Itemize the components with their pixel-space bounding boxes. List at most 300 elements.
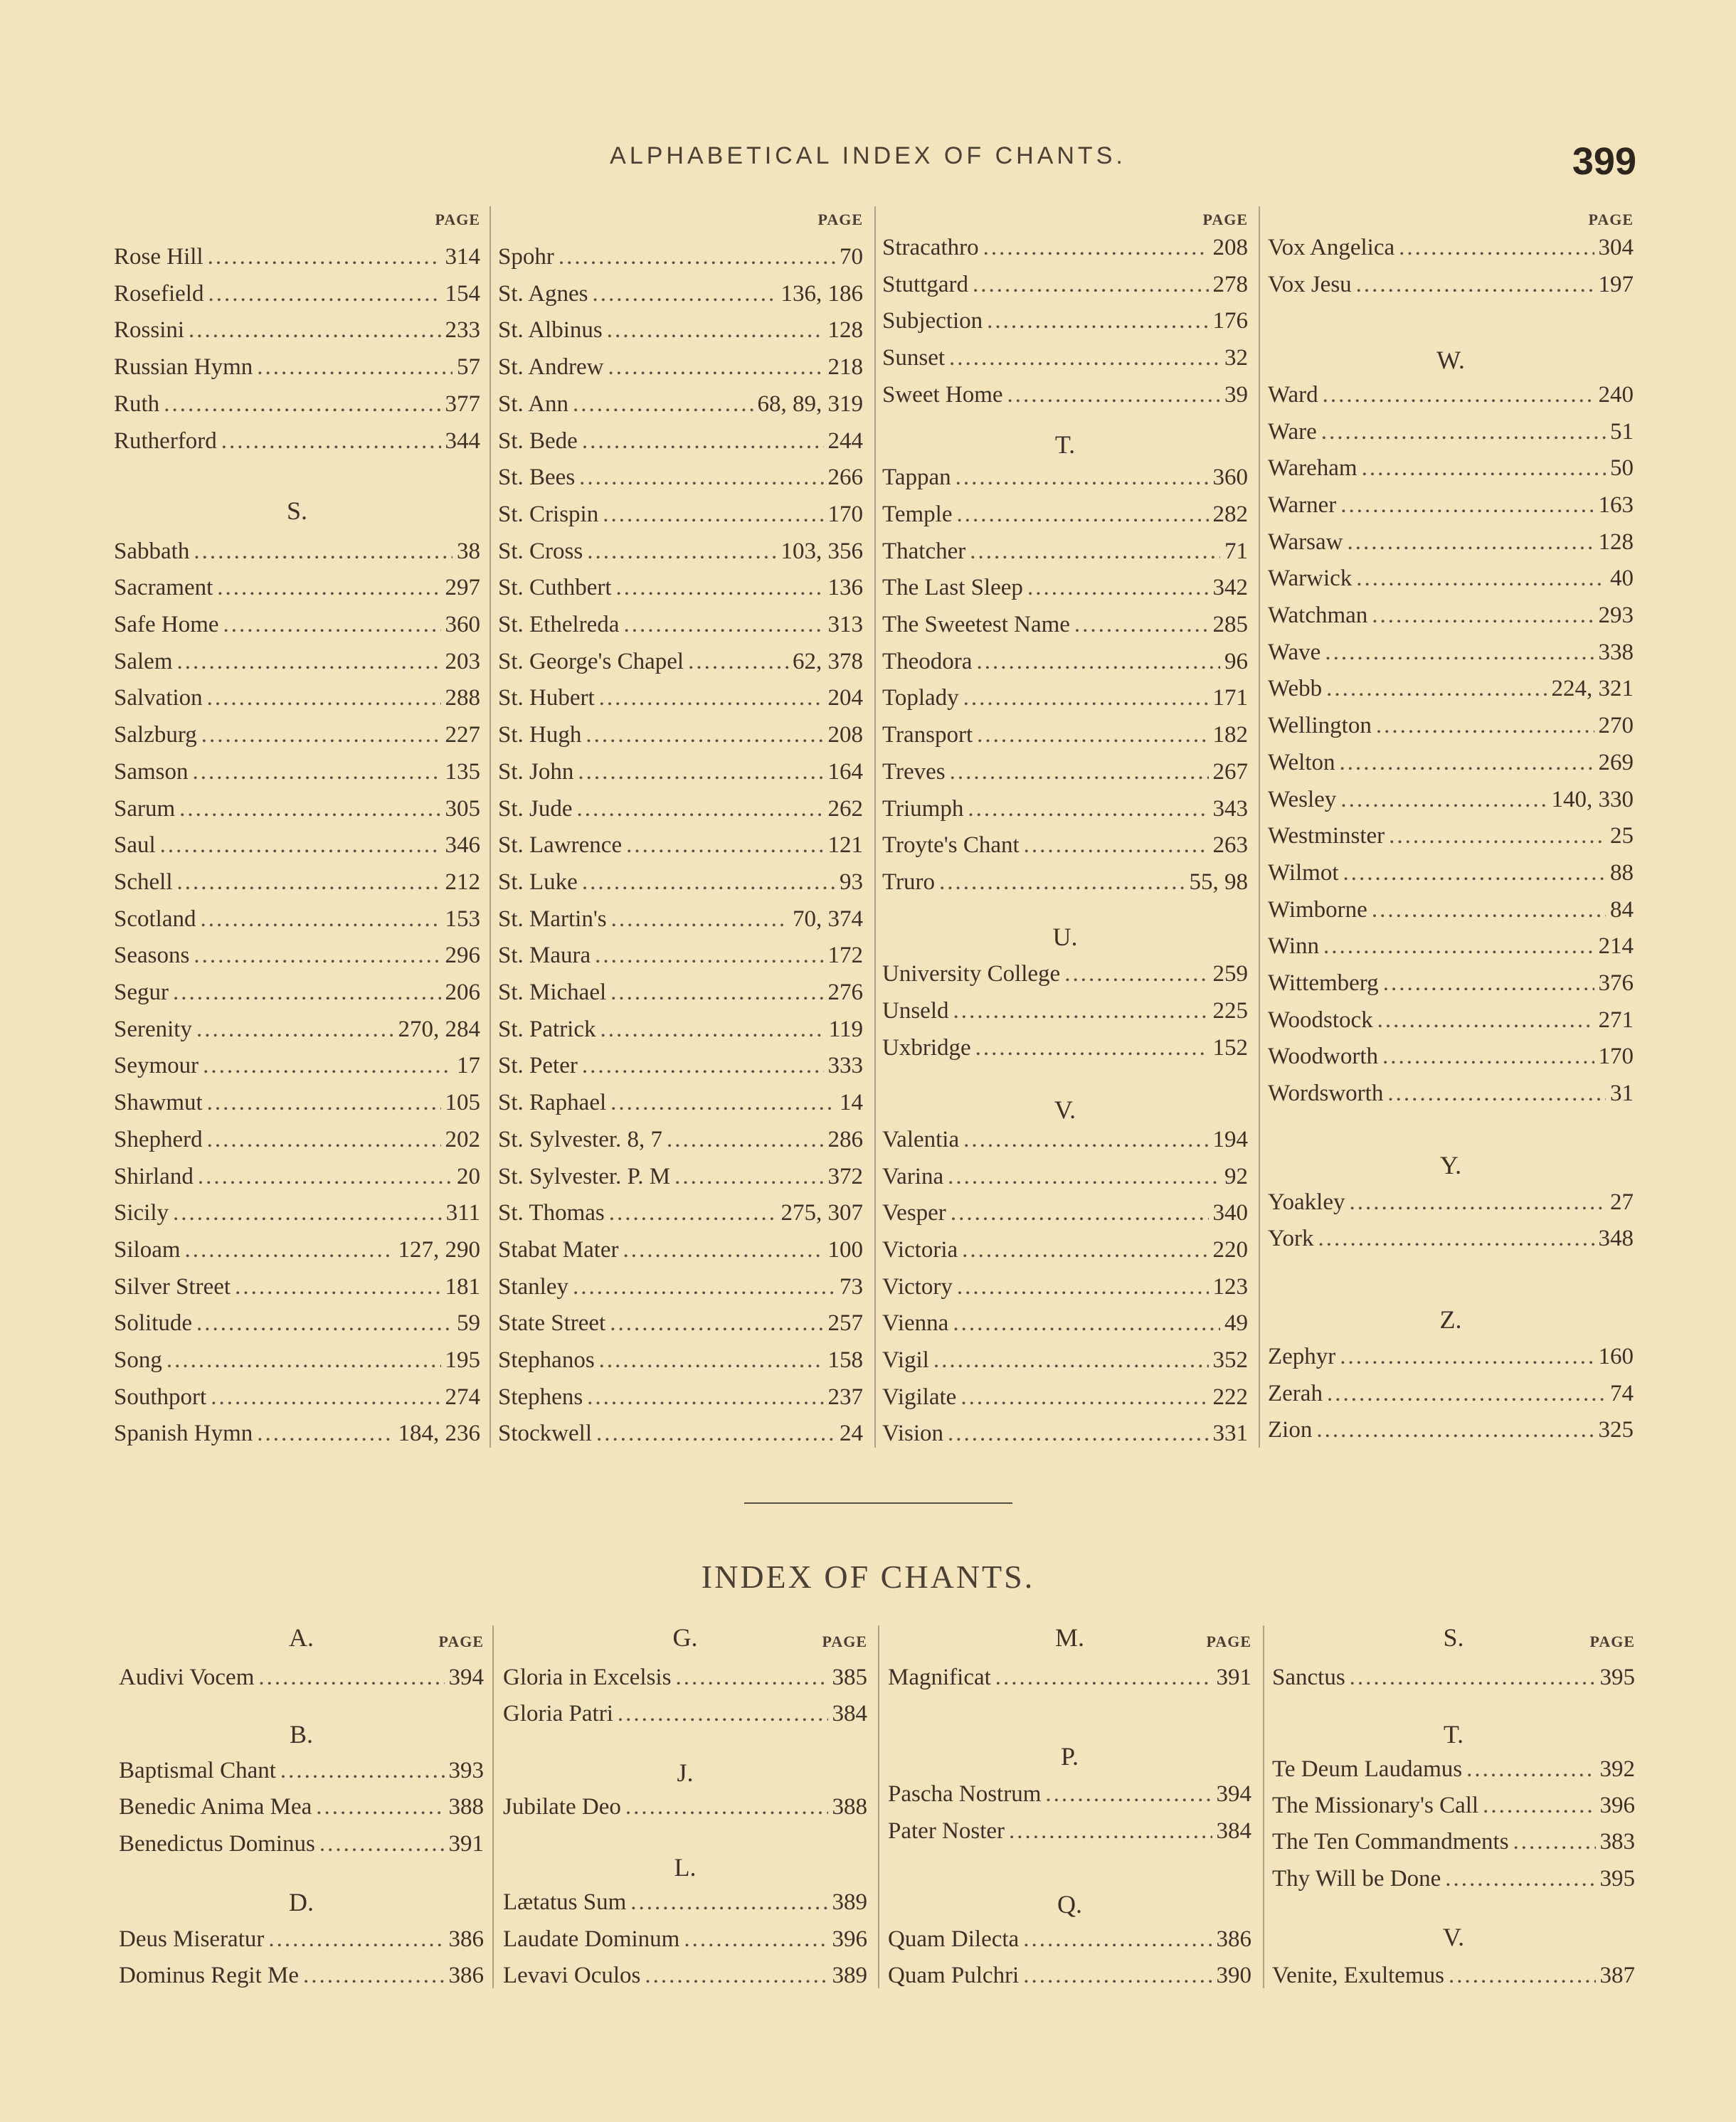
entry-page: 386: [448, 1926, 484, 1952]
entry-name: Salvation: [114, 685, 203, 711]
entry-page: 164: [827, 758, 863, 785]
entry-page: 152: [1212, 1034, 1248, 1061]
entry-page: 259: [1212, 961, 1248, 987]
entry-page: 170: [827, 501, 863, 527]
entry-name: Vox Angelica: [1268, 235, 1395, 261]
column-header: [119, 1620, 484, 1655]
entry-name: Treves: [882, 758, 946, 785]
entry-name: Sabbath: [114, 538, 190, 564]
dot-leader: [1449, 1958, 1596, 1993]
entry-page: 17: [457, 1053, 480, 1079]
entry-name: Solitude: [114, 1310, 193, 1337]
entry-name: Ward: [1268, 381, 1318, 408]
index-entry: [503, 1660, 867, 1695]
entry-name: Stockwell: [498, 1421, 592, 1447]
entry-page: 388: [448, 1794, 484, 1820]
entry-name: Samson: [114, 758, 189, 785]
entry-name: Wellington: [1268, 713, 1372, 739]
entry-name: St. Ethelreda: [498, 612, 620, 637]
entry-name: Warner: [1268, 492, 1337, 518]
entry-name: Gloria in Excelsis: [503, 1665, 672, 1690]
entry-name: Venite, Exultemus: [1272, 1962, 1444, 1988]
entry-page: 96: [1224, 648, 1248, 674]
entry-page: 387: [1599, 1962, 1635, 1988]
entry-page: 396: [832, 1926, 867, 1952]
entry-page: 88: [1610, 859, 1634, 886]
dot-leader: [1445, 1861, 1595, 1896]
letter-heading: V.: [1442, 1922, 1465, 1951]
entry-name: Wordsworth: [1268, 1081, 1384, 1107]
index-entry: [503, 1921, 867, 1957]
column-divider: [1263, 1625, 1264, 1988]
dot-leader: [268, 1921, 444, 1957]
entry-page: 396: [1599, 1792, 1635, 1818]
entry-page: 208: [827, 722, 863, 748]
column-divider: [492, 1625, 494, 1988]
entry-name: Stephens: [498, 1384, 583, 1410]
index-entry: [119, 1826, 484, 1862]
entry-name: St. Peter: [498, 1053, 578, 1079]
entry-name: Serenity: [114, 1016, 192, 1042]
entry-page: 208: [1212, 235, 1248, 261]
entry-page: 331: [1212, 1421, 1248, 1447]
entry-page: 346: [445, 832, 480, 859]
entry-page: 386: [1216, 1926, 1251, 1952]
dot-leader: [675, 1660, 827, 1695]
entry-page: 395: [1599, 1665, 1635, 1690]
entry-name: Truro: [882, 869, 935, 895]
dot-leader: [1045, 1776, 1212, 1812]
entry-name: Warwick: [1268, 566, 1353, 592]
chant-column: [503, 0, 867, 2122]
entry-name: Rutherford: [114, 428, 217, 454]
entry-name: Song: [114, 1347, 162, 1373]
entry-name: Safe Home: [114, 612, 219, 637]
entry-name: St. Raphael: [498, 1090, 607, 1116]
index-entry: [503, 1696, 867, 1731]
entry-page: 227: [445, 722, 480, 748]
dot-leader: [995, 1660, 1212, 1695]
entry-page: 140, 330: [1551, 786, 1634, 812]
entry-page: 240: [1598, 381, 1634, 408]
entry-name: Vigil: [882, 1347, 929, 1373]
entry-page: 275, 307: [780, 1200, 863, 1226]
entry-name: Yoakley: [1268, 1189, 1345, 1215]
column-header: [503, 1620, 867, 1655]
entry-page: 348: [1598, 1226, 1634, 1252]
entry-name: Wesley: [1268, 786, 1337, 812]
entry-page: 24: [840, 1421, 863, 1447]
entry-name: Sweet Home: [882, 381, 1003, 408]
column-divider: [874, 206, 876, 1448]
entry-page: 74: [1610, 1380, 1634, 1406]
entry-page: 136, 186: [780, 280, 863, 307]
entry-page: 50: [1610, 455, 1634, 482]
entry-name: Shirland: [114, 1163, 194, 1189]
entry-page: 172: [827, 943, 863, 969]
entry-page: 286: [827, 1126, 863, 1152]
entry-page: 71: [1224, 538, 1248, 564]
column-header: [1272, 1620, 1635, 1655]
entry-name: St. Thomas: [498, 1200, 605, 1226]
index-entry: [503, 1958, 867, 1993]
dot-leader: [280, 1753, 445, 1788]
entry-page: 395: [1599, 1865, 1635, 1892]
entry-page: 266: [827, 465, 863, 491]
dot-leader: [316, 1789, 444, 1825]
entry-name: Levavi Oculos: [503, 1962, 641, 1988]
entry-page: 344: [445, 428, 480, 454]
entry-page: 296: [445, 943, 480, 969]
entry-page: 388: [832, 1794, 867, 1820]
entry-page: 384: [1216, 1818, 1251, 1844]
entry-page: 288: [445, 685, 480, 711]
entry-page: 204: [827, 685, 863, 711]
entry-page: 340: [1212, 1200, 1248, 1226]
entry-name: Triumph: [882, 795, 964, 822]
index-entry: [119, 1958, 484, 1993]
entry-page: 57: [457, 354, 480, 381]
entry-name: Vesper: [882, 1200, 946, 1226]
entry-name: Woodworth: [1268, 1044, 1378, 1070]
entry-name: St. Hubert: [498, 685, 595, 711]
entry-name: Rosefield: [114, 280, 204, 307]
dot-leader: [1350, 1660, 1596, 1695]
index-entry: [888, 1921, 1251, 1957]
entry-page: 233: [445, 317, 480, 344]
entry-name: Salzburg: [114, 722, 197, 748]
entry-page: 128: [1598, 529, 1634, 555]
entry-page: 171: [1212, 685, 1248, 711]
entry-name: Sacrament: [114, 575, 213, 601]
entry-name: Stephanos: [498, 1347, 595, 1373]
entry-page: 389: [832, 1889, 867, 1916]
entry-page: 352: [1212, 1347, 1248, 1373]
entry-name: Wave: [1268, 639, 1321, 665]
entry-name: Shawmut: [114, 1090, 203, 1116]
entry-page: 305: [445, 795, 480, 822]
index-entry: [1272, 1861, 1635, 1896]
dot-leader: [1023, 1958, 1212, 1993]
entry-name: Baptismal Chant: [119, 1758, 276, 1784]
entry-name: Audivi Vocem: [119, 1665, 255, 1690]
dot-leader: [684, 1921, 827, 1957]
index-entry: [1272, 1824, 1635, 1860]
entry-name: Saul: [114, 832, 156, 859]
entry-page: 154: [445, 280, 480, 307]
letter-heading: P.: [1060, 1741, 1079, 1771]
running-title: ALPHABETICAL INDEX OF CHANTS.: [610, 142, 1126, 169]
entry-page: 51: [1610, 418, 1634, 445]
entry-name: Sanctus: [1272, 1665, 1345, 1690]
page-column-label: PAGE: [435, 211, 480, 228]
entry-name: Thatcher: [882, 538, 966, 564]
page-column-label: PAGE: [1588, 211, 1634, 228]
entry-name: Sunset: [882, 345, 946, 371]
entry-name: Warsaw: [1268, 529, 1343, 555]
entry-page: 121: [827, 832, 863, 859]
entry-page: 314: [445, 244, 480, 270]
index-entry: [1272, 1788, 1635, 1823]
entry-name: Sicily: [114, 1200, 169, 1226]
entry-page: 262: [827, 795, 863, 822]
letter-heading: Z.: [1439, 1305, 1462, 1335]
index-entry: [503, 1884, 867, 1920]
entry-name: St. Patrick: [498, 1016, 596, 1042]
entry-page: 392: [1599, 1756, 1635, 1782]
chant-column: [1272, 0, 1635, 2122]
entry-page: 271: [1598, 1007, 1634, 1033]
entry-page: 386: [448, 1962, 484, 1988]
entry-page: 68, 89, 319: [757, 391, 863, 417]
entry-page: 220: [1212, 1236, 1248, 1263]
entry-name: Shepherd: [114, 1126, 203, 1152]
dot-leader: [258, 1660, 444, 1695]
letter-heading: M.: [1054, 1623, 1084, 1652]
entry-name: Magnificat: [888, 1665, 991, 1690]
entry-page: 100: [827, 1236, 863, 1263]
dot-leader: [630, 1884, 827, 1920]
entry-page: 391: [1216, 1665, 1251, 1690]
entry-page: 206: [445, 980, 480, 1005]
entry-page: 182: [1212, 722, 1248, 748]
entry-page: 313: [827, 612, 863, 637]
entry-name: St. Ann: [498, 391, 569, 417]
entry-name: Watchman: [1268, 603, 1368, 629]
entry-name: Vigilate: [882, 1384, 957, 1410]
entry-page: 123: [1212, 1273, 1248, 1300]
letter-heading: W.: [1436, 345, 1465, 374]
letter-heading: D.: [289, 1888, 314, 1917]
entry-page: 73: [840, 1273, 863, 1300]
entry-name: Te Deum Laudamus: [1272, 1756, 1463, 1782]
entry-page: 360: [1212, 465, 1248, 491]
letter-heading: Y.: [1439, 1150, 1462, 1179]
entry-page: 282: [1212, 501, 1248, 527]
entry-page: 25: [1610, 823, 1634, 849]
chant-column: [888, 0, 1251, 2122]
letter-heading: T.: [1443, 1719, 1464, 1749]
entry-page: 269: [1598, 749, 1634, 775]
index-entry: [119, 1789, 484, 1825]
entry-name: Pater Noster: [888, 1818, 1005, 1844]
entry-name: St. Martin's: [498, 906, 607, 932]
index-of-chants-title: INDEX OF CHANTS.: [701, 1559, 1035, 1595]
entry-page: 218: [827, 354, 863, 381]
letter-heading: S.: [286, 496, 308, 525]
entry-name: Quam Dilecta: [888, 1926, 1020, 1952]
entry-name: Zion: [1268, 1417, 1313, 1443]
entry-name: Spanish Hymn: [114, 1421, 253, 1447]
index-entry: [1272, 1751, 1635, 1787]
entry-name: Webb: [1268, 676, 1323, 702]
page-column-label: PAGE: [817, 211, 863, 228]
entry-page: 27: [1610, 1189, 1634, 1215]
entry-page: 270, 284: [398, 1016, 480, 1042]
entry-page: 225: [1212, 997, 1248, 1024]
entry-name: Rossini: [114, 317, 185, 344]
entry-page: 136: [827, 575, 863, 601]
entry-page: 389: [832, 1962, 867, 1988]
entry-name: State Street: [498, 1310, 606, 1337]
entry-page: 390: [1216, 1962, 1251, 1988]
letter-heading: V.: [1054, 1096, 1076, 1125]
letter-heading: T.: [1054, 430, 1076, 459]
entry-name: Temple: [882, 501, 953, 527]
entry-name: Unseld: [882, 997, 949, 1024]
entry-name: Benedic Anima Mea: [119, 1794, 312, 1820]
entry-name: Winn: [1268, 933, 1319, 960]
entry-name: Wilmot: [1268, 859, 1339, 886]
column-header: [888, 1620, 1251, 1655]
entry-name: Woodstock: [1268, 1007, 1373, 1033]
dot-leader: [625, 1789, 828, 1825]
entry-name: Victory: [882, 1273, 953, 1300]
entry-name: Stuttgard: [882, 271, 968, 297]
entry-page: 304: [1598, 235, 1634, 261]
page-column-label: PAGE: [822, 1632, 867, 1650]
entry-name: Dominus Regit Me: [119, 1962, 299, 1988]
entry-page: 93: [840, 869, 863, 895]
entry-page: 70, 374: [793, 906, 863, 932]
entry-name: Troyte's Chant: [882, 832, 1020, 859]
page-column-label: PAGE: [1202, 211, 1248, 228]
entry-name: St. Sylvester. P. M: [498, 1163, 671, 1189]
entry-name: Benedictus Dominus: [119, 1830, 315, 1857]
index-entry: [119, 1660, 484, 1695]
page-number: 399: [1572, 140, 1636, 183]
entry-page: 163: [1598, 492, 1634, 518]
entry-name: Uxbridge: [882, 1034, 971, 1061]
letter-heading: S.: [1443, 1623, 1464, 1652]
letter-heading: B.: [289, 1719, 313, 1749]
entry-page: 311: [445, 1200, 480, 1226]
dot-leader: [319, 1826, 445, 1862]
entry-page: 62, 378: [793, 648, 863, 674]
entry-name: Stanley: [498, 1273, 568, 1300]
entry-name: Seasons: [114, 943, 190, 969]
entry-page: 257: [827, 1310, 863, 1337]
entry-name: St. Hugh: [498, 722, 582, 748]
entry-page: 278: [1212, 271, 1248, 297]
page-column-label: PAGE: [1589, 1632, 1635, 1650]
entry-page: 276: [827, 980, 863, 1005]
entry-name: Siloam: [114, 1236, 181, 1263]
entry-name: Welton: [1268, 749, 1335, 775]
entry-page: 158: [827, 1347, 863, 1373]
entry-name: St. Bees: [498, 465, 576, 491]
entry-page: 224, 321: [1551, 676, 1634, 702]
entry-page: 153: [445, 906, 480, 932]
entry-name: Westminster: [1268, 823, 1385, 849]
entry-name: Ruth: [114, 391, 160, 417]
entry-name: Russian Hymn: [114, 354, 253, 381]
index-entry: [119, 1921, 484, 1957]
entry-name: Vox Jesu: [1268, 271, 1352, 297]
entry-name: Schell: [114, 869, 173, 895]
entry-name: Spohr: [498, 244, 554, 270]
entry-name: Lætatus Sum: [503, 1889, 627, 1916]
entry-name: Southport: [114, 1384, 207, 1410]
entry-name: Quam Pulchri: [888, 1962, 1020, 1988]
entry-page: 372: [827, 1163, 863, 1189]
entry-page: 194: [1212, 1126, 1248, 1152]
dot-leader: [618, 1696, 828, 1731]
entry-page: 59: [457, 1310, 480, 1337]
entry-name: Salem: [114, 648, 173, 674]
entry-name: Sarum: [114, 795, 176, 822]
entry-page: 103, 356: [780, 538, 863, 564]
entry-name: Laudate Dominum: [503, 1926, 680, 1952]
entry-page: 297: [445, 575, 480, 601]
entry-name: St. Bede: [498, 428, 578, 454]
entry-name: Vienna: [882, 1310, 949, 1337]
entry-page: 20: [457, 1163, 480, 1189]
entry-name: St. Cross: [498, 538, 583, 564]
entry-name: St. John: [498, 758, 574, 785]
entry-name: Segur: [114, 980, 169, 1005]
entry-page: 270: [1598, 713, 1634, 739]
letter-heading: G.: [672, 1623, 698, 1652]
entry-name: Varina: [882, 1163, 944, 1189]
entry-page: 195: [445, 1347, 480, 1373]
entry-name: Thy Will be Done: [1272, 1865, 1441, 1892]
entry-name: The Missionary's Call: [1272, 1792, 1479, 1818]
entry-page: 333: [827, 1053, 863, 1079]
entry-name: Subjection: [882, 308, 983, 334]
entry-name: St. Agnes: [498, 280, 588, 307]
entry-page: 360: [445, 612, 480, 637]
entry-page: 39: [1224, 381, 1248, 408]
entry-page: 202: [445, 1126, 480, 1152]
entry-name: St. Michael: [498, 980, 607, 1005]
entry-name: Zephyr: [1268, 1343, 1336, 1369]
dot-leader: [1513, 1824, 1596, 1860]
entry-page: 128: [827, 317, 863, 344]
entry-name: Wittemberg: [1268, 970, 1379, 997]
entry-name: St. Luke: [498, 869, 578, 895]
column-divider: [1259, 206, 1260, 1448]
entry-page: 394: [448, 1665, 484, 1690]
entry-page: 92: [1224, 1163, 1248, 1189]
dot-leader: [1483, 1788, 1595, 1823]
entry-name: St. Albinus: [498, 317, 603, 344]
entry-page: 119: [828, 1016, 863, 1042]
entry-page: 338: [1598, 639, 1634, 665]
entry-name: The Sweetest Name: [882, 612, 1070, 637]
entry-name: Scotland: [114, 906, 196, 932]
entry-page: 32: [1224, 345, 1248, 371]
entry-page: 170: [1598, 1044, 1634, 1070]
entry-page: 285: [1212, 612, 1248, 637]
entry-page: 84: [1610, 896, 1634, 923]
entry-name: Gloria Patri: [503, 1701, 613, 1727]
index-entry: [888, 1958, 1251, 1993]
entry-page: 393: [448, 1758, 484, 1784]
entry-name: Pascha Nostrum: [888, 1781, 1042, 1808]
entry-page: 222: [1212, 1384, 1248, 1410]
entry-name: Theodora: [882, 648, 973, 674]
entry-page: 237: [827, 1384, 863, 1410]
entry-page: 105: [445, 1090, 480, 1116]
entry-page: 394: [1216, 1781, 1251, 1808]
letter-heading: Q.: [1057, 1889, 1082, 1919]
entry-page: 383: [1599, 1829, 1635, 1855]
chant-column: [119, 0, 484, 2122]
entry-name: Wareham: [1268, 455, 1357, 482]
entry-name: St. Andrew: [498, 354, 604, 381]
entry-page: 40: [1610, 566, 1634, 592]
